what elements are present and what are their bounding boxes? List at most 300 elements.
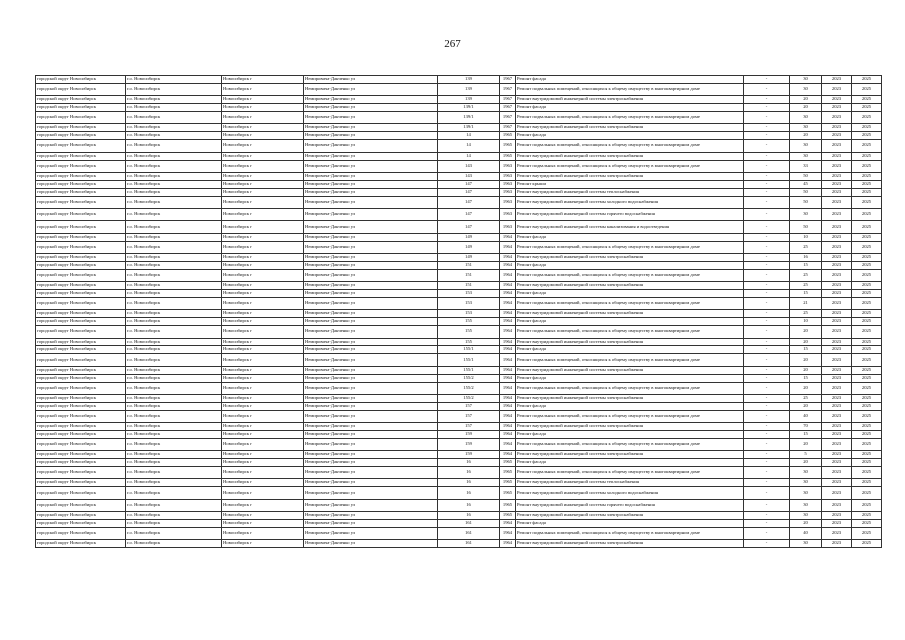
municipality-cell: городской округ Новосибирск (36, 124, 126, 132)
year-from-cell: 2023 (822, 254, 852, 262)
city-cell: Новосибирск г (222, 366, 304, 374)
table-row (36, 487, 882, 499)
street-cell: Немировича-Данченко ул (304, 208, 438, 220)
work-type-cell: Ремонт фасада (516, 132, 744, 140)
settlement-cell: г.о. Новосибирск (126, 310, 222, 318)
year-to-cell: 2025 (852, 338, 882, 346)
work-type-cell: Ремонт внутридомовой инженерной системы канализования и водоотведения (516, 221, 744, 233)
settlement-cell: г.о. Новосибирск (126, 519, 222, 527)
dash-cell: - (744, 512, 790, 520)
city-cell: Новосибирск г (222, 459, 304, 467)
table-row (36, 540, 882, 548)
settlement-cell: г.о. Новосибирск (126, 402, 222, 410)
street-cell: Немировича-Данченко ул (304, 233, 438, 241)
year-to-cell: 2025 (852, 382, 882, 394)
street-cell: Немировича-Данченко ул (304, 519, 438, 527)
city-cell: Новосибирск г (222, 310, 304, 318)
settlement-cell: г.о. Новосибирск (126, 338, 222, 346)
work-type-cell: Ремонт подвальных помещений, относящихся к общему имуществу в многоквартирном доме (516, 140, 744, 152)
table-row (36, 221, 882, 233)
municipality-cell: городской округ Новосибирск (36, 318, 126, 326)
year-from-cell: 2023 (822, 479, 852, 487)
year-from-cell: 2023 (822, 152, 852, 160)
city-cell: Новосибирск г (222, 423, 304, 431)
year-from-cell: 2023 (822, 221, 852, 233)
work-type-cell: Ремонт фасада (516, 76, 744, 84)
year-from-cell: 2023 (822, 160, 852, 172)
settlement-cell: г.о. Новосибирск (126, 112, 222, 124)
house-cell: 155/2 (438, 394, 500, 402)
street-cell: Немировича-Данченко ул (304, 438, 438, 450)
table-row (36, 269, 882, 281)
municipality-cell: городской округ Новосибирск (36, 269, 126, 281)
settlement-cell: г.о. Новосибирск (126, 410, 222, 422)
house-cell: 139 (438, 76, 500, 84)
year-to-cell: 2025 (852, 233, 882, 241)
work-type-cell: Ремонт внутридомовой инженерной системы электроснабжения (516, 152, 744, 160)
life-cell: 10 (790, 318, 822, 326)
year-cell: 1964 (500, 438, 516, 450)
municipality-cell: городской округ Новосибирск (36, 208, 126, 220)
year-to-cell: 2025 (852, 241, 882, 253)
life-cell: 30 (790, 140, 822, 152)
work-type-cell: Ремонт крыши (516, 180, 744, 188)
settlement-cell: г.о. Новосибирск (126, 374, 222, 382)
table-row (36, 124, 882, 132)
work-type-cell: Ремонт фасада (516, 261, 744, 269)
dash-cell: - (744, 374, 790, 382)
street-cell: Немировича-Данченко ул (304, 140, 438, 152)
year-cell: 1964 (500, 430, 516, 438)
settlement-cell: г.о. Новосибирск (126, 96, 222, 104)
year-from-cell: 2023 (822, 410, 852, 422)
life-cell: 10 (790, 233, 822, 241)
year-to-cell: 2025 (852, 208, 882, 220)
settlement-cell: г.о. Новосибирск (126, 196, 222, 208)
year-to-cell: 2025 (852, 487, 882, 499)
city-cell: Новосибирск г (222, 290, 304, 298)
settlement-cell: г.о. Новосибирск (126, 487, 222, 499)
table-row (36, 261, 882, 269)
year-to-cell: 2025 (852, 394, 882, 402)
settlement-cell: г.о. Новосибирск (126, 438, 222, 450)
city-cell: Новосибирск г (222, 438, 304, 450)
municipality-cell: городской округ Новосибирск (36, 410, 126, 422)
city-cell: Новосибирск г (222, 132, 304, 140)
year-cell: 1964 (500, 519, 516, 527)
house-cell: 155 (438, 326, 500, 338)
life-cell: 20 (790, 96, 822, 104)
table-row (36, 410, 882, 422)
municipality-cell: городской округ Новосибирск (36, 76, 126, 84)
year-to-cell: 2025 (852, 76, 882, 84)
city-cell: Новосибирск г (222, 241, 304, 253)
municipality-cell: городской округ Новосибирск (36, 430, 126, 438)
house-cell: 16 (438, 512, 500, 520)
year-to-cell: 2025 (852, 132, 882, 140)
dash-cell: - (744, 297, 790, 309)
settlement-cell: г.о. Новосибирск (126, 76, 222, 84)
street-cell: Немировича-Данченко ул (304, 132, 438, 140)
city-cell: Новосибирск г (222, 104, 304, 112)
municipality-cell: городской округ Новосибирск (36, 104, 126, 112)
house-cell: 139/1 (438, 104, 500, 112)
house-cell: 161 (438, 540, 500, 548)
work-type-cell: Ремонт внутридомовой инженерной системы электроснабжения (516, 394, 744, 402)
year-cell: 1967 (500, 76, 516, 84)
house-cell: 159 (438, 451, 500, 459)
settlement-cell: г.о. Новосибирск (126, 132, 222, 140)
municipality-cell: городской округ Новосибирск (36, 346, 126, 354)
municipality-cell: городской округ Новосибирск (36, 241, 126, 253)
year-to-cell: 2025 (852, 519, 882, 527)
work-type-cell: Ремонт подвальных помещений, относящихся к общему имуществу в многоквартирном доме (516, 354, 744, 366)
life-cell: 15 (790, 430, 822, 438)
municipality-cell: городской округ Новосибирск (36, 221, 126, 233)
settlement-cell: г.о. Новосибирск (126, 297, 222, 309)
year-to-cell: 2025 (852, 459, 882, 467)
year-from-cell: 2023 (822, 188, 852, 196)
year-cell: 1964 (500, 423, 516, 431)
house-cell: 159 (438, 438, 500, 450)
settlement-cell: г.о. Новосибирск (126, 124, 222, 132)
street-cell: Немировича-Данченко ул (304, 160, 438, 172)
house-cell: 153 (438, 310, 500, 318)
settlement-cell: г.о. Новосибирск (126, 188, 222, 196)
year-from-cell: 2023 (822, 423, 852, 431)
year-from-cell: 2023 (822, 196, 852, 208)
street-cell: Немировича-Данченко ул (304, 290, 438, 298)
city-cell: Новосибирск г (222, 208, 304, 220)
municipality-cell: городской округ Новосибирск (36, 382, 126, 394)
city-cell: Новосибирск г (222, 112, 304, 124)
house-cell: 16 (438, 499, 500, 511)
street-cell: Немировича-Данченко ул (304, 254, 438, 262)
table-row (36, 394, 882, 402)
city-cell: Новосибирск г (222, 519, 304, 527)
house-cell: 157 (438, 423, 500, 431)
work-type-cell: Ремонт внутридомовой инженерной системы электроснабжения (516, 423, 744, 431)
house-cell: 151 (438, 261, 500, 269)
year-from-cell: 2023 (822, 540, 852, 548)
year-to-cell: 2025 (852, 374, 882, 382)
work-type-cell: Ремонт подвальных помещений, относящихся к общему имуществу в многоквартирном доме (516, 382, 744, 394)
life-cell: 20 (790, 438, 822, 450)
house-cell: 16 (438, 459, 500, 467)
table-row (36, 318, 882, 326)
year-from-cell: 2023 (822, 451, 852, 459)
municipality-cell: городской округ Новосибирск (36, 374, 126, 382)
work-type-cell: Ремонт внутридомовой инженерной системы электроснабжения (516, 338, 744, 346)
house-cell: 147 (438, 196, 500, 208)
year-from-cell: 2023 (822, 269, 852, 281)
year-from-cell: 2023 (822, 382, 852, 394)
dash-cell: - (744, 338, 790, 346)
life-cell: 30 (790, 76, 822, 84)
year-from-cell: 2023 (822, 527, 852, 539)
house-cell: 16 (438, 467, 500, 479)
settlement-cell: г.о. Новосибирск (126, 459, 222, 467)
dash-cell: - (744, 261, 790, 269)
life-cell: 20 (790, 354, 822, 366)
house-cell: 155 (438, 318, 500, 326)
municipality-cell: городской округ Новосибирск (36, 160, 126, 172)
year-to-cell: 2025 (852, 290, 882, 298)
table-row (36, 132, 882, 140)
year-cell: 1963 (500, 196, 516, 208)
settlement-cell: г.о. Новосибирск (126, 152, 222, 160)
settlement-cell: г.о. Новосибирск (126, 160, 222, 172)
life-cell: 50 (790, 172, 822, 180)
house-cell: 139/1 (438, 112, 500, 124)
house-cell: 139 (438, 83, 500, 95)
work-type-cell: Ремонт подвальных помещений, относящихся к общему имуществу в многоквартирном доме (516, 112, 744, 124)
house-cell: 147 (438, 208, 500, 220)
house-cell: 14 (438, 140, 500, 152)
city-cell: Новосибирск г (222, 254, 304, 262)
settlement-cell: г.о. Новосибирск (126, 346, 222, 354)
work-type-cell: Ремонт внутридомовой инженерной системы холодного водоснабжения (516, 196, 744, 208)
street-cell: Немировича-Данченко ул (304, 366, 438, 374)
table-row (36, 112, 882, 124)
year-cell: 1964 (500, 254, 516, 262)
work-type-cell: Ремонт подвальных помещений, относящихся к общему имуществу в многоквартирном доме (516, 160, 744, 172)
city-cell: Новосибирск г (222, 172, 304, 180)
dash-cell: - (744, 382, 790, 394)
settlement-cell: г.о. Новосибирск (126, 382, 222, 394)
life-cell: 21 (790, 297, 822, 309)
city-cell: Новосибирск г (222, 346, 304, 354)
life-cell: 20 (790, 382, 822, 394)
municipality-cell: городской округ Новосибирск (36, 519, 126, 527)
settlement-cell: г.о. Новосибирск (126, 423, 222, 431)
municipality-cell: городской округ Новосибирск (36, 290, 126, 298)
municipality-cell: городской округ Новосибирск (36, 188, 126, 196)
municipality-cell: городской округ Новосибирск (36, 196, 126, 208)
municipality-cell: городской округ Новосибирск (36, 140, 126, 152)
year-from-cell: 2023 (822, 310, 852, 318)
street-cell: Немировича-Данченко ул (304, 96, 438, 104)
municipality-cell: городской округ Новосибирск (36, 451, 126, 459)
settlement-cell: г.о. Новосибирск (126, 241, 222, 253)
dash-cell: - (744, 318, 790, 326)
municipality-cell: городской округ Новосибирск (36, 96, 126, 104)
table-row (36, 172, 882, 180)
life-cell: 20 (790, 519, 822, 527)
year-cell: 1965 (500, 512, 516, 520)
work-type-cell: Ремонт фасада (516, 430, 744, 438)
work-type-cell: Ремонт подвальных помещений, относящихся к общему имуществу в многоквартирном доме (516, 326, 744, 338)
life-cell: 30 (790, 499, 822, 511)
house-cell: 151 (438, 269, 500, 281)
city-cell: Новосибирск г (222, 76, 304, 84)
year-from-cell: 2023 (822, 104, 852, 112)
municipality-cell: городской округ Новосибирск (36, 297, 126, 309)
work-type-cell: Ремонт внутридомовой инженерной системы горячего водоснабжения (516, 499, 744, 511)
dash-cell: - (744, 451, 790, 459)
year-cell: 1964 (500, 326, 516, 338)
house-cell: 157 (438, 402, 500, 410)
dash-cell: - (744, 479, 790, 487)
dash-cell: - (744, 282, 790, 290)
city-cell: Новосибирск г (222, 188, 304, 196)
table-row (36, 467, 882, 479)
municipality-cell: городской округ Новосибирск (36, 112, 126, 124)
dash-cell: - (744, 221, 790, 233)
dash-cell: - (744, 112, 790, 124)
municipality-cell: городской округ Новосибирск (36, 132, 126, 140)
municipality-cell: городской округ Новосибирск (36, 467, 126, 479)
municipality-cell: городской округ Новосибирск (36, 338, 126, 346)
work-type-cell: Ремонт внутридомовой инженерной системы холодного водоснабжения (516, 487, 744, 499)
year-cell: 1965 (500, 132, 516, 140)
year-cell: 1964 (500, 366, 516, 374)
year-cell: 1967 (500, 124, 516, 132)
street-cell: Немировича-Данченко ул (304, 152, 438, 160)
year-cell: 1964 (500, 451, 516, 459)
dash-cell: - (744, 241, 790, 253)
settlement-cell: г.о. Новосибирск (126, 479, 222, 487)
year-to-cell: 2025 (852, 540, 882, 548)
dash-cell: - (744, 430, 790, 438)
street-cell: Немировича-Данченко ул (304, 430, 438, 438)
work-type-cell: Ремонт фасада (516, 104, 744, 112)
life-cell: 70 (790, 423, 822, 431)
house-cell: 14 (438, 132, 500, 140)
life-cell: 30 (790, 487, 822, 499)
municipality-cell: городской округ Новосибирск (36, 540, 126, 548)
table-row (36, 83, 882, 95)
year-to-cell: 2025 (852, 410, 882, 422)
work-type-cell: Ремонт внутридомовой инженерной системы электроснабжения (516, 96, 744, 104)
life-cell: 20 (790, 104, 822, 112)
settlement-cell: г.о. Новосибирск (126, 366, 222, 374)
dash-cell: - (744, 519, 790, 527)
street-cell: Немировича-Данченко ул (304, 374, 438, 382)
year-from-cell: 2023 (822, 282, 852, 290)
settlement-cell: г.о. Новосибирск (126, 527, 222, 539)
year-from-cell: 2023 (822, 487, 852, 499)
life-cell: 45 (790, 180, 822, 188)
year-cell: 1964 (500, 382, 516, 394)
year-from-cell: 2023 (822, 374, 852, 382)
table-row (36, 479, 882, 487)
dash-cell: - (744, 527, 790, 539)
year-to-cell: 2025 (852, 366, 882, 374)
city-cell: Новосибирск г (222, 499, 304, 511)
year-cell: 1965 (500, 152, 516, 160)
city-cell: Новосибирск г (222, 430, 304, 438)
work-type-cell: Ремонт внутридомовой инженерной системы горячего водоснабжения (516, 208, 744, 220)
life-cell: 15 (790, 346, 822, 354)
page-number: 267 (444, 38, 461, 50)
year-from-cell: 2023 (822, 519, 852, 527)
house-cell: 155/2 (438, 374, 500, 382)
dash-cell: - (744, 188, 790, 196)
municipality-cell: городской округ Новосибирск (36, 366, 126, 374)
dash-cell: - (744, 208, 790, 220)
year-cell: 1964 (500, 241, 516, 253)
work-type-cell: Ремонт фасада (516, 346, 744, 354)
work-type-cell: Ремонт фасада (516, 402, 744, 410)
dash-cell: - (744, 346, 790, 354)
work-type-cell: Ремонт подвальных помещений, относящихся к общему имуществу в многоквартирном доме (516, 410, 744, 422)
municipality-cell: городской округ Новосибирск (36, 83, 126, 95)
settlement-cell: г.о. Новосибирск (126, 282, 222, 290)
dash-cell: - (744, 366, 790, 374)
street-cell: Немировича-Данченко ул (304, 269, 438, 281)
settlement-cell: г.о. Новосибирск (126, 233, 222, 241)
dash-cell: - (744, 172, 790, 180)
street-cell: Немировича-Данченко ул (304, 112, 438, 124)
year-cell: 1964 (500, 297, 516, 309)
year-from-cell: 2023 (822, 124, 852, 132)
municipality-cell: городской округ Новосибирск (36, 459, 126, 467)
city-cell: Новосибирск г (222, 410, 304, 422)
table-row (36, 152, 882, 160)
settlement-cell: г.о. Новосибирск (126, 451, 222, 459)
street-cell: Немировича-Данченко ул (304, 394, 438, 402)
life-cell: 30 (790, 124, 822, 132)
year-cell: 1967 (500, 96, 516, 104)
life-cell: 20 (790, 132, 822, 140)
year-from-cell: 2023 (822, 366, 852, 374)
work-type-cell: Ремонт подвальных помещений, относящихся к общему имуществу в многоквартирном доме (516, 241, 744, 253)
dash-cell: - (744, 487, 790, 499)
dash-cell: - (744, 459, 790, 467)
house-cell: 155 (438, 338, 500, 346)
work-type-cell: Ремонт внутридомовой инженерной системы теплоснабжения (516, 188, 744, 196)
table-row (36, 423, 882, 431)
street-cell: Немировича-Данченко ул (304, 499, 438, 511)
year-from-cell: 2023 (822, 208, 852, 220)
dash-cell: - (744, 394, 790, 402)
street-cell: Немировича-Данченко ул (304, 282, 438, 290)
life-cell: 20 (790, 366, 822, 374)
municipality-cell: городской округ Новосибирск (36, 438, 126, 450)
settlement-cell: г.о. Новосибирск (126, 83, 222, 95)
city-cell: Новосибирск г (222, 487, 304, 499)
work-type-cell: Ремонт внутридомовой инженерной системы электроснабжения (516, 451, 744, 459)
street-cell: Немировича-Данченко ул (304, 338, 438, 346)
city-cell: Новосибирск г (222, 160, 304, 172)
year-cell: 1967 (500, 112, 516, 124)
street-cell: Немировича-Данченко ул (304, 124, 438, 132)
work-type-cell: Ремонт подвальных помещений, относящихся к общему имуществу в многоквартирном доме (516, 527, 744, 539)
year-to-cell: 2025 (852, 499, 882, 511)
city-cell: Новосибирск г (222, 479, 304, 487)
year-cell: 1964 (500, 346, 516, 354)
dash-cell: - (744, 160, 790, 172)
life-cell: 25 (790, 282, 822, 290)
year-cell: 1964 (500, 394, 516, 402)
year-to-cell: 2025 (852, 402, 882, 410)
street-cell: Немировича-Данченко ул (304, 241, 438, 253)
year-cell: 1963 (500, 188, 516, 196)
table-row (36, 326, 882, 338)
life-cell: 25 (790, 269, 822, 281)
life-cell: 20 (790, 459, 822, 467)
year-cell: 1963 (500, 221, 516, 233)
life-cell: 30 (790, 208, 822, 220)
year-from-cell: 2023 (822, 96, 852, 104)
house-cell: 143 (438, 172, 500, 180)
street-cell: Немировича-Данченко ул (304, 318, 438, 326)
table-row (36, 451, 882, 459)
year-to-cell: 2025 (852, 221, 882, 233)
dash-cell: - (744, 310, 790, 318)
street-cell: Немировича-Данченко ул (304, 346, 438, 354)
